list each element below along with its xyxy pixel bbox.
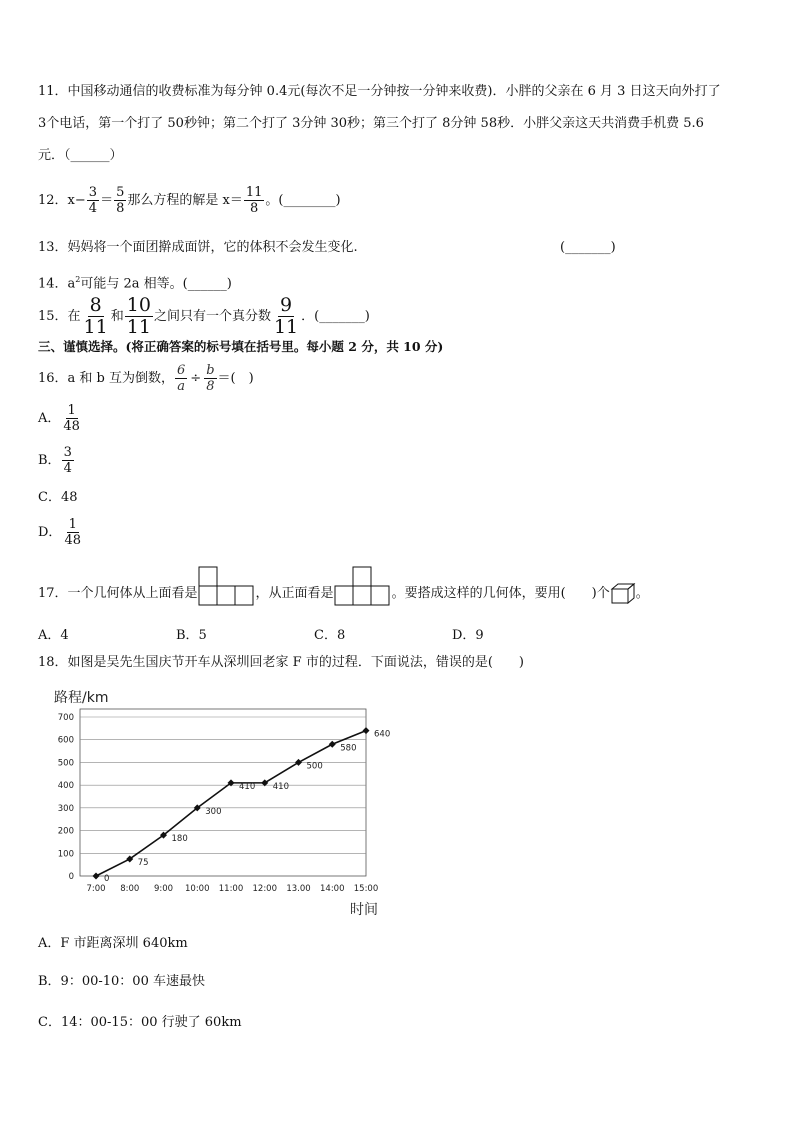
q16-option-c[interactable]: C．48 xyxy=(38,490,78,505)
q15-middle: 之间只有一个真分数 xyxy=(153,308,271,324)
data-label: 500 xyxy=(306,761,323,772)
q17-option-d[interactable]: D．9 xyxy=(452,628,484,643)
q12-fraction-2: $\frac{5}{8}$ xyxy=(116,185,125,216)
section-3-heading: 三、谨慎选择。(将正确答案的标号填在括号里。每小题 2 分，共 10 分) xyxy=(38,339,444,354)
y-tick-label: 300 xyxy=(57,803,74,814)
q16-option-b[interactable]: B． $\frac{3}{4}$ xyxy=(38,445,72,476)
q16-option-a-fraction: $\frac{1}{48}$ xyxy=(63,403,80,434)
y-tick-label: 500 xyxy=(57,758,74,769)
q12-answer-blank[interactable]: 。(________) xyxy=(265,192,341,208)
x-tick-label: 7:00 xyxy=(86,884,106,894)
x-tick-label: 13.00 xyxy=(286,884,311,894)
y-axis-title: 路程/km xyxy=(54,690,109,706)
q18-option-c[interactable]: C．14：00-15：00 行驶了 60km xyxy=(38,1015,242,1030)
data-label: 580 xyxy=(340,743,357,754)
y-tick-label: 0 xyxy=(68,872,74,882)
q12-prefix: 12．x− xyxy=(38,192,86,208)
q16-divide: ÷ xyxy=(190,370,202,386)
data-point xyxy=(93,873,100,880)
x-tick-label: 8:00 xyxy=(120,884,140,894)
q18-option-a[interactable]: A．F 市距离深圳 640km xyxy=(38,936,188,951)
q17-option-b[interactable]: B．5 xyxy=(176,628,207,643)
q14-suffix[interactable]: 可能与 2a 相等。(______) xyxy=(80,276,232,292)
q15-and: 和 xyxy=(110,308,124,324)
q13-answer-blank[interactable]: (_______) xyxy=(560,240,616,255)
q15-fraction-2: $\frac{10}{11}$ xyxy=(126,294,151,338)
question-12 xyxy=(38,186,341,215)
q14-prefix: 14．a xyxy=(38,276,76,292)
q15-fraction-1: $\frac{8}{11}$ xyxy=(83,294,108,338)
question-14 xyxy=(38,272,232,292)
front-view-figure xyxy=(334,566,392,606)
data-point xyxy=(329,741,336,748)
q12-fraction-3: $\frac{11}{8}$ xyxy=(245,185,263,216)
data-label: 410 xyxy=(272,781,289,792)
y-tick-label: 200 xyxy=(57,826,74,837)
data-point xyxy=(363,727,370,734)
x-tick-label: 15:00 xyxy=(353,884,379,894)
q18-option-b[interactable]: B．9：00-10：00 车速最快 xyxy=(38,974,205,989)
data-label: 180 xyxy=(171,834,188,845)
q17-prefix: 17．一个几何体从上面看是 xyxy=(38,586,198,601)
q16-fraction-2: $\frac{b}{8}$ xyxy=(206,363,215,394)
cube-icon xyxy=(610,582,636,604)
q11-line3: 元．（______） xyxy=(38,148,123,163)
y-tick-label: 400 xyxy=(57,781,74,792)
top-view-figure xyxy=(198,566,256,606)
q16-option-a[interactable]: A． $\frac{1}{48}$ xyxy=(38,403,80,434)
q16-prefix: 16．a 和 b 互为倒数， xyxy=(38,370,175,386)
question-15 xyxy=(38,296,370,337)
q15-answer-blank[interactable]: ．(_______) xyxy=(301,308,370,324)
question-16 xyxy=(38,364,254,393)
q16-answer-blank[interactable]: ＝( ) xyxy=(217,370,254,386)
x-tick-label: 9:00 xyxy=(153,884,174,894)
q16-fraction-1: $\frac{6}{a}$ xyxy=(177,363,186,394)
x-tick-label: 10:00 xyxy=(185,884,210,894)
x-tick-label: 14:00 xyxy=(320,884,345,894)
data-label: 640 xyxy=(374,729,391,740)
distance-time-chart xyxy=(38,682,418,922)
q16-option-b-fraction: $\frac{3}{4}$ xyxy=(63,445,72,476)
data-label: 300 xyxy=(205,806,222,817)
q11-line1: 11．中国移动通信的收费标准为每分钟 0.4元(每次不足一分钟按一分钟来收费)．小胖的父亲在 6 月 3 日这天向外打了 xyxy=(38,84,721,99)
data-point xyxy=(295,759,302,766)
question-17 xyxy=(38,566,649,606)
q17-option-c[interactable]: C．8 xyxy=(314,628,346,643)
x-tick-label: 12:00 xyxy=(252,884,277,894)
q17-option-a[interactable]: A．4 xyxy=(38,628,69,643)
series-line xyxy=(96,731,366,876)
q17-middle: ，从正面看是 xyxy=(255,586,334,601)
q12-middle: 那么方程的解是 x＝ xyxy=(127,192,243,208)
q15-prefix: 15．在 xyxy=(38,308,81,324)
q17-suffix[interactable]: 。要搭成这样的几何体，要用( )个 xyxy=(391,586,610,601)
x-axis-title: 时间 xyxy=(350,902,378,918)
q12-fraction-1: $\frac{3}{4}$ xyxy=(88,185,98,216)
q16-option-d[interactable]: D． $\frac{1}{48}$ xyxy=(38,517,81,548)
data-label: 75 xyxy=(137,857,149,868)
q14-exponent: 2 xyxy=(75,275,81,284)
q11-line2: 3个电话，第一个打了 50秒钟；第二个打了 3分钟 30秒；第三个打了 8分钟 58秒．小胖父亲这天共消费手机费 5.6 xyxy=(38,116,704,131)
y-tick-label: 100 xyxy=(57,849,74,860)
q13-text: 13．妈妈将一个面团擀成面饼，它的体积不会发生变化. xyxy=(38,240,358,255)
q12-equals: ＝ xyxy=(100,192,114,208)
q16-option-d-fraction: $\frac{1}{48}$ xyxy=(64,517,81,548)
y-tick-label: 600 xyxy=(57,735,74,746)
data-label: 0 xyxy=(104,874,110,884)
data-label: 410 xyxy=(239,781,256,792)
y-tick-label: 700 xyxy=(57,713,74,723)
x-tick-label: 11:00 xyxy=(218,884,244,894)
q17-end: 。 xyxy=(635,586,649,601)
q15-fraction-3: $\frac{9}{11}$ xyxy=(273,294,299,338)
q18-text: 18．如图是吴先生国庆节开车从深圳回老家 F 市的过程．下面说法，错误的是( ) xyxy=(38,655,524,670)
plot-frame xyxy=(80,709,366,876)
